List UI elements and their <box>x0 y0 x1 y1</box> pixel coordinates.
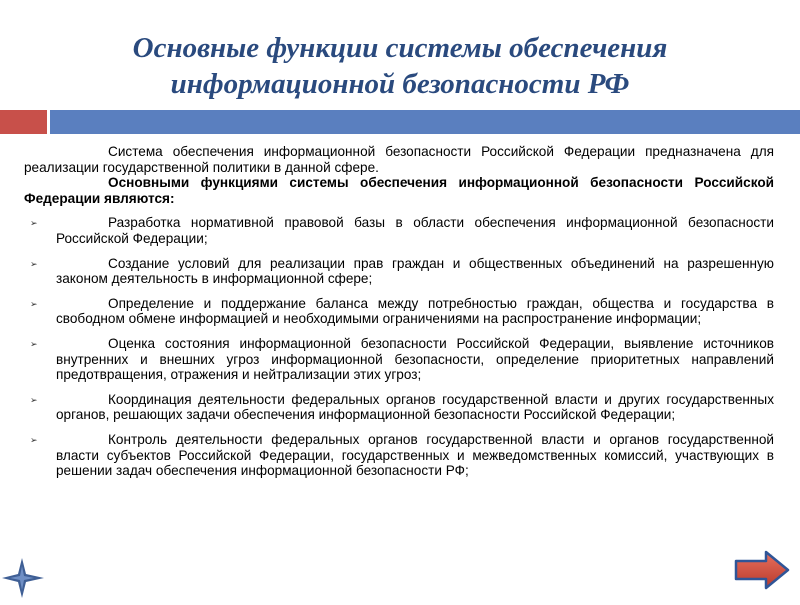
intro-paragraph: Система обеспечения информационной безопасности Российской Федерации предназначена для реализации государственной политики в данной сфере. <box>24 144 774 175</box>
list-item-text: Контроль деятельности федеральных органов государственной власти и органов государственной власти субъектов Российской Федерации, государственных и межведомственных комиссий, участвующих в решении задач обеспечения информационной безопасности РФ; <box>56 431 774 479</box>
next-arrow-icon <box>734 550 790 590</box>
list-item <box>24 215 774 246</box>
intro-block <box>24 144 774 206</box>
list-item <box>24 392 774 423</box>
slide-body <box>24 144 774 479</box>
arrowhead-bullet-icon: ➢ <box>30 394 38 405</box>
decorative-band-blue <box>50 110 800 134</box>
list-item <box>24 336 774 383</box>
arrowhead-bullet-icon: ➢ <box>30 258 38 269</box>
list-item <box>24 256 774 287</box>
arrowhead-bullet-icon: ➢ <box>30 434 38 445</box>
list-item-text: Координация деятельности федеральных органов государственной власти и других государственных органов, решающих задачи обеспечения информационной безопасности Российской Федерации; <box>56 391 774 423</box>
list-item-text: Оценка состояния информационной безопасности Российской Федерации, выявление источников внутренних и внешних угроз информационной безопасности, определение приоритетных направлений предотвращения, отражения и нейтрализации этих угроз; <box>56 335 774 383</box>
arrowhead-bullet-icon: ➢ <box>30 218 38 229</box>
arrowhead-bullet-icon: ➢ <box>30 298 38 309</box>
title-line-1: Основные функции системы обеспечения <box>132 32 668 64</box>
list-item-text: Определение и поддержание баланса между потребностью граждан, общества и государства в свободном обмене информацией и необходимыми ограничениями на распространение информации; <box>56 295 774 327</box>
list-item <box>24 432 774 479</box>
list-item-text: Создание условий для реализации прав граждан и общественных объединений на разрешенную законом деятельность в информационной сфере; <box>56 255 774 287</box>
slide-title <box>40 30 760 102</box>
list-item-text: Разработка нормативной правовой базы в области обеспечения информационной безопасности Российской Федерации; <box>56 215 774 246</box>
arrowhead-bullet-icon: ➢ <box>30 338 38 349</box>
decorative-band-red <box>0 110 47 134</box>
intro-heading: Основными функциями системы обеспечения информационной безопасности Российской Федерации являются: <box>24 175 774 206</box>
next-slide-button[interactable] <box>734 550 790 590</box>
functions-list <box>24 215 774 478</box>
compass-star-icon <box>0 556 48 600</box>
list-item <box>24 296 774 327</box>
title-line-2: информационной безопасности РФ <box>170 68 630 100</box>
